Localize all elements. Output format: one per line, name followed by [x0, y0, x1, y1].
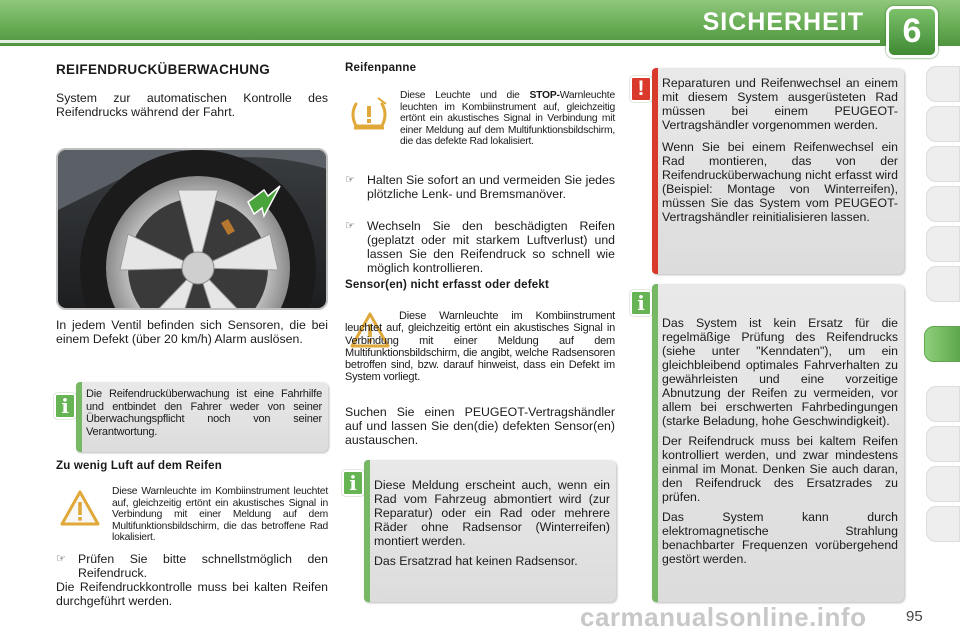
intro-text: System zur automatischen Kontrolle des Reifendrucks während der Fahrt. [56, 91, 328, 119]
chapter-tab-1[interactable] [926, 66, 960, 102]
chapter-badge [886, 6, 938, 58]
chapter-tab-8[interactable] [926, 386, 960, 422]
chapter-tab-6[interactable] [926, 266, 960, 302]
sensor-fault-heading: Sensor(en) nicht erfasst oder defekt [345, 279, 550, 291]
info-middle-p1: Diese Meldung erscheint auch, wenn ein Rad vom Fahrzeug abmontiert wird (zur Reparatur) oder ein Rad oder mehrere Räder ohne Radsensor (Winterreifen) montiert werden. [374, 478, 610, 548]
chapter-tab-10[interactable] [926, 466, 960, 502]
sensor-fault-warning-text: Diese Warnleuchte im Kombiinstrument leuchtet auf, gleichzeitig ertönt ein akustisches Signal in Verbindung mit einer Meldung auf dem Multifunktionsbildschirm, die angibt, welche Radsensoren betroffen sind, bzw. darauf hinweist, dass ein Defekt im System vorliegt. [345, 310, 615, 384]
puncture-bullet-1 [345, 173, 615, 201]
warning-p1: Reparaturen und Reifenwechsel an einem mit diesem System ausgerüsteten Rad müssen bei einem PEUGEOT-Vertragshändler vorgenommen werden. [662, 76, 898, 132]
warning-p2: Wenn Sie bei einem Reifenwechsel ein Rad montieren, das von der Reifendrucküberwachung nicht erfasst wird (Beispiel: Montage von Winterreifen), müssen Sie das System vom PEUGEOT-Vertragshändler reinitialisieren lassen. [662, 140, 898, 224]
page-heading: REIFENDRUCKÜBERWACHUNG [56, 62, 271, 77]
left-column [56, 62, 328, 119]
low-pressure-bullet-text: Prüfen Sie bitte schnellstmöglich den Reifendruck. [78, 552, 328, 580]
warning-triangle-icon [60, 490, 100, 526]
chapter-tab-11[interactable] [926, 506, 960, 542]
info-note-box-middle [364, 460, 616, 602]
pointer-icon: ☞ [345, 220, 355, 232]
info-note-box-right [652, 284, 904, 602]
tyre-illustration [58, 150, 328, 310]
sensor-description: In jedem Ventil befinden sich Sensoren, die bei einem Defekt (über 20 km/h) Alarm auslösen. [56, 318, 328, 346]
section-title: SICHERHEIT [702, 8, 864, 36]
info-icon: i [54, 393, 76, 419]
puncture-warning-text [400, 90, 615, 148]
chapter-tab-3[interactable] [926, 146, 960, 182]
chapter-number: 6 [902, 12, 922, 50]
puncture-bullet-2 [345, 219, 615, 275]
puncture-text-post: Warnleuchte leuchten im Kombiinstrument auf, gleichzeitig ertönt ein akustisches Signal in Verbindung mit einer Meldung auf dem Multifunktionsbildschirm, die das defekte Rad lokalisiert. [400, 90, 615, 148]
pointer-icon: ☞ [56, 553, 66, 565]
puncture-text-pre: Diese Leuchte und die [400, 90, 530, 101]
chapter-tab-active[interactable] [924, 326, 960, 362]
low-pressure-warning-text: Diese Warnleuchte im Kombiinstrument leuchtet auf, gleichzeitig ertönt ein akustisches Signal in Verbindung mit einer Meldung auf dem Multifunktionsbildschirm, die das betroffene Rad lokalisiert. [112, 486, 328, 544]
chapter-tab-4[interactable] [926, 186, 960, 222]
info-icon: i [342, 470, 364, 496]
pointer-icon: ☞ [345, 174, 355, 186]
info-icon: i [630, 290, 652, 316]
chapter-tab-2[interactable] [926, 106, 960, 142]
sensor-fault-advice: Suchen Sie einen PEUGEOT-Vertragshändler auf und lassen Sie den(die) defekten Sensor(en) austauschen. [345, 405, 615, 447]
info-right-p1: Das System ist kein Ersatz für die regelmäßige Prüfung des Reifendrucks (siehe unter "Kenndaten"), um ein gleichbleibend optimales Fahrverhalten zu gewährleisten und eine vorzeitige Abnutzung der Reifen zu vermeiden, vor allem bei erschwerten Fahrbedingungen (starke Beladung, hohe Geschwindigkeit). [662, 316, 898, 428]
info-right-p2: Der Reifendruck muss bei kaltem Reifen kontrolliert werden, und zwar mindestens einmal im Monat. Denken Sie auch daran, den Reifendruck des Ersatzrades zu prüfen. [662, 434, 898, 504]
info-note-text: Die Reifendrucküberwachung ist eine Fahrhilfe und entbindet den Fahrer weder von seiner Überwachungspflicht noch von seiner Verantwortung. [86, 388, 322, 438]
cold-tyre-note: Die Reifendruckkontrolle muss bei kalten Reifen durchgeführt werden. [56, 580, 328, 608]
info-right-p3: Das System kann durch elektromagnetische Strahlung benachbarter Frequenzen vorübergehend gestört werden. [662, 510, 898, 566]
watermark: carmanualsonline.info [580, 602, 867, 632]
info-note-box-left [76, 382, 328, 452]
exclamation-icon: ! [630, 76, 652, 102]
tyre-valve-photo [56, 148, 328, 310]
chapter-tab-9[interactable] [926, 426, 960, 462]
puncture-heading: Reifenpanne [345, 62, 417, 74]
chapter-tab-5[interactable] [926, 226, 960, 262]
warning-note-box [652, 68, 904, 274]
puncture-bullet-2-text: Wechseln Sie den beschädigten Reifen (geplatzt oder mit starkem Luftverlust) und lassen Sie den Reifendruck so schnell wie möglich kontrollieren. [367, 219, 615, 275]
info-middle-p2: Das Ersatzrad hat keinen Radsensor. [374, 554, 578, 568]
stop-label: STOP- [529, 90, 560, 101]
page-number: 95 [906, 608, 923, 625]
tyre-pressure-warning-icon [348, 94, 390, 134]
header-line [0, 40, 880, 43]
puncture-bullet-1-text: Halten Sie sofort an und vermeiden Sie jedes plötzliche Lenk- und Bremsmanöver. [367, 173, 615, 201]
low-pressure-bullet [56, 552, 328, 580]
low-pressure-heading: Zu wenig Luft auf dem Reifen [56, 460, 222, 472]
